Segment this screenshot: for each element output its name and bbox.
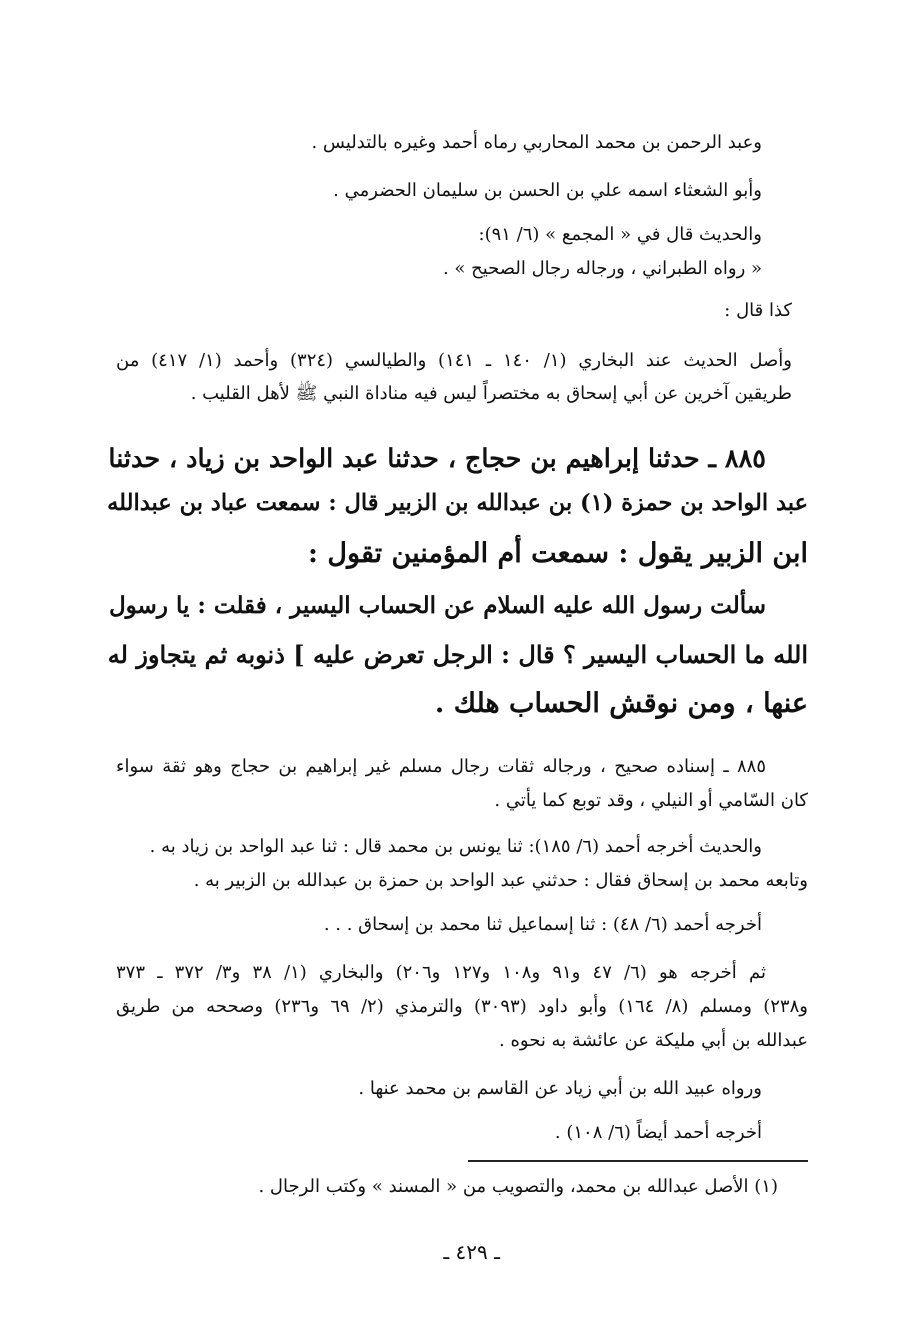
commentary-line: أخرجه أحمد أيضاً (٦/ ١٠٨) . [554,1122,762,1143]
commentary-line: كذا قال : [724,300,792,321]
hadith-matn-line: الله ما الحساب اليسير ؟ قال : الرجل تعرض عليه ] ذنوبه ثم يتجاوز له [107,640,808,669]
hadith-matn-line: عنها ، ومن نوقش الحساب هلك . [434,688,808,719]
hadith-isnad-line: عبد الواحد بن حمزة (١) بن عبدالله بن الزبير قال : سمعت عباد بن عبدالله [107,490,808,516]
commentary-line: طريقين آخرين عن أبي إسحاق به مختصراً ليس فيه مناداة النبي ﷺ لأهل القليب . [190,383,792,404]
footnote-separator [468,1160,808,1162]
commentary-line: أخرجه أحمد (٦/ ٤٨) : ثنا إسماعيل ثنا محمد بن إسحاق . . . [323,914,762,935]
commentary-line: ٨٨٥ ـ إسناده صحيح ، ورجاله ثقات رجال مسلم غير إبراهيم بن حجاج وهو ثقة سواء [116,756,766,777]
quotation-line: « رواه الطبراني ، ورجاله رجال الصحيح » . [442,258,762,279]
commentary-line: وأبو الشعثاء اسمه علي بن الحسن بن سليمان الحضرمي . [333,180,762,201]
commentary-line: عبدالله بن أبي مليكة عن عائشة به نحوه . [499,1030,808,1051]
commentary-line: والحديث قال في « المجمع » (٦/ ٩١): [478,224,762,245]
commentary-line: كان السّامي أو النيلي ، وقد توبع كما يأتي . [494,790,808,811]
commentary-line: ثم أخرجه هو (٦/ ٤٧ و٩١ و١٠٨ و١٢٧ و٢٠٦) والبخاري (١/ ٣٨ و٣/ ٣٧٢ ـ ٣٧٣ [116,962,766,983]
commentary-line: وتابعه محمد بن إسحاق فقال : حدثني عبد الواحد بن حمزة بن عبدالله بن الزبير به . [193,870,808,891]
hadith-isnad-line: ٨٨٥ ـ حدثنا إبراهيم بن حجاج ، حدثنا عبد الواحد بن زياد ، حدثنا [108,444,766,474]
commentary-line: وأصل الحديث عند البخاري (١/ ١٤٠ ـ ١٤١) والطيالسي (٣٢٤) وأحمد (١/ ٤١٧) من [116,350,792,371]
hadith-isnad-line: ابن الزبير يقول : سمعت أم المؤمنين تقول : [308,538,808,569]
commentary-line: ورواه عبيد الله بن أبي زياد عن القاسم بن محمد عنها . [358,1078,762,1099]
commentary-line: و٢٣٨) ومسلم (٨/ ١٦٤) وأبو داود (٣٠٩٣) والترمذي (٢/ ٦٩ و٢٣٦) وصححه من طريق [116,996,808,1017]
page-number: ـ ٤٢٩ ـ [443,1240,500,1264]
commentary-line: والحديث أخرجه أحمد (٦/ ١٨٥): ثنا يونس بن محمد قال : ثنا عبد الواحد بن زياد به . [149,836,762,857]
hadith-matn-line: سألت رسول الله عليه السلام عن الحساب اليسير ، فقلت : يا رسول [108,592,766,619]
commentary-line: وعبد الرحمن بن محمد المحاربي رماه أحمد وغيره بالتدليس . [311,132,762,153]
footnote-text: (١) الأصل عبدالله بن محمد، والتصويب من « المسند » وكتب الرجال . [258,1176,778,1197]
